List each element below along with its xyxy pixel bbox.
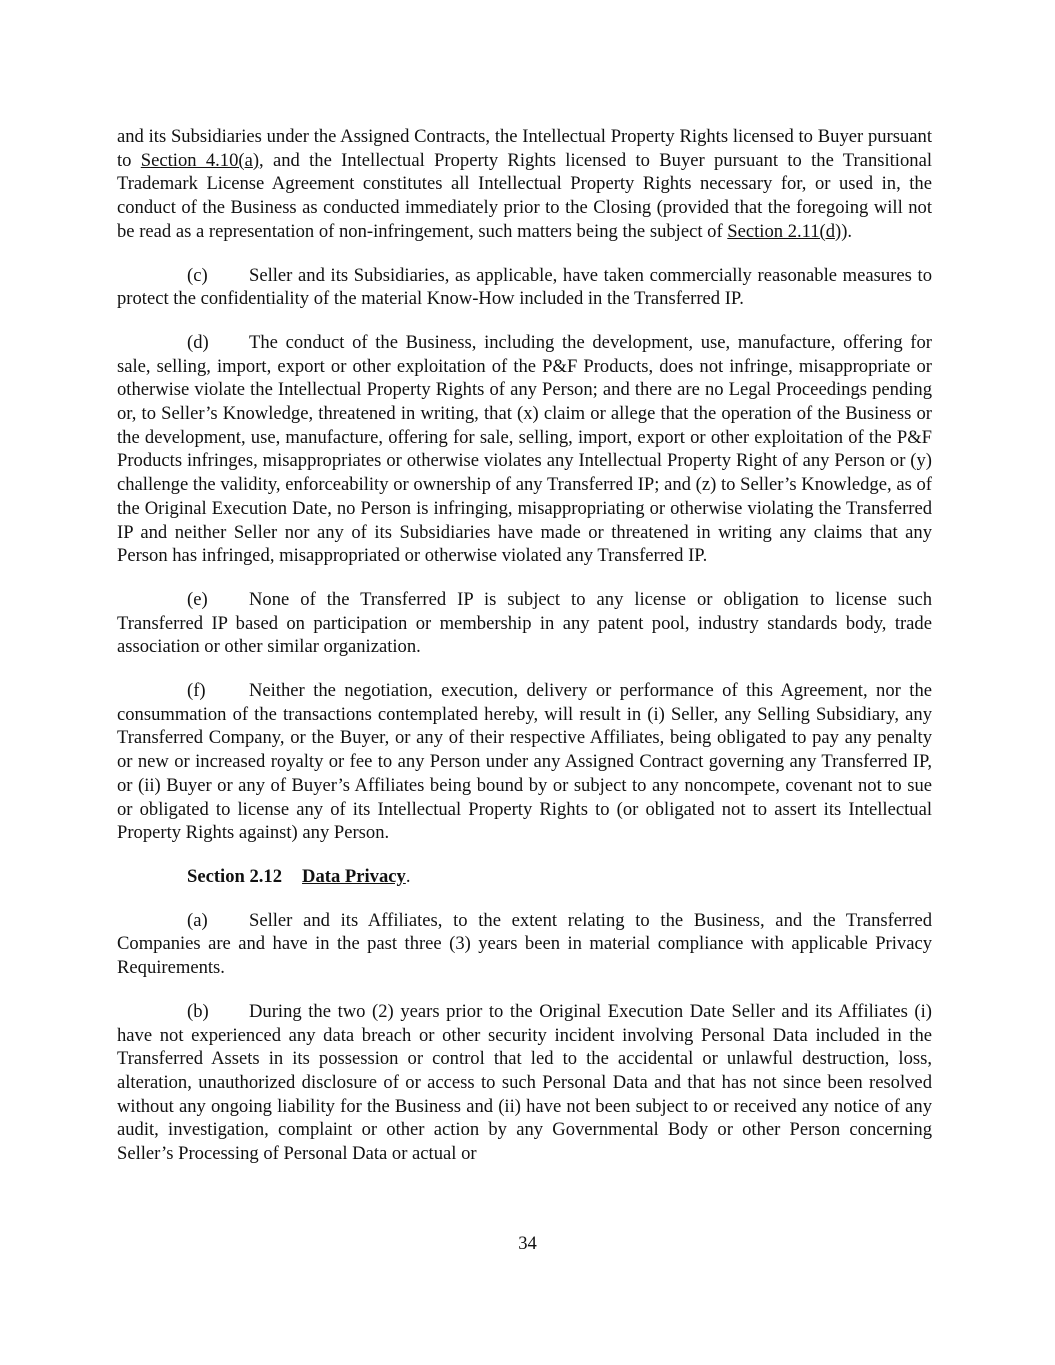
paragraph-intro — [117, 125, 932, 244]
paragraph-label: (c) — [187, 264, 208, 286]
section-heading — [117, 865, 932, 889]
paragraph-text: None of the Transferred IP is subject to any license or obligation to license such Transferred IP based on participation or membership in any patent pool, industry standards body, trade association or other similar organization. — [117, 588, 932, 658]
paragraph-label: (d) — [187, 331, 209, 353]
paragraph-label: (a) — [187, 909, 208, 931]
section-title: Data Privacy — [302, 865, 406, 887]
paragraph-text: The conduct of the Business, including the development, use, manufacture, offering for sale, selling, import, export or other exploitation of the P&F Products, does not infringe, misappropriate or otherwise violate the Intellectual Property Rights of any Person; and there are no Legal Proceedings pending or, to Seller’s Knowledge, threatened in writing, that (x) claim or allege that the operation of the Business or the development, use, manufacture, offering for sale, selling, import, export or other exploitation of the P&F Products infringes, misappropriates or otherwise violates any Intellectual Property Right of any Person or (y) challenge the validity, enforceability or ownership of any Transferred IP; and (z) to Seller’s Knowledge, as of the Original Execution Date, no Person is infringing, misappropriating or otherwise violating the Transferred IP and neither Seller nor any of its Subsidiaries have made or threatened in writing any claims that any Person has infringed, misappropriated or otherwise violated any Transferred IP. — [117, 331, 932, 567]
paragraph-a-data-privacy — [117, 909, 932, 980]
section-number: Section 2.12 — [187, 865, 283, 887]
paragraph-c — [117, 264, 932, 311]
document-page — [117, 125, 932, 1186]
paragraph-text: Seller and its Affiliates, to the extent relating to the Business, and the Transferred Companies are and have in the past three (3) years been in material compliance with applicable Privacy Requirements. — [117, 909, 932, 979]
section-title-punctuation: . — [405, 865, 411, 887]
paragraph-label: (e) — [187, 588, 208, 610]
paragraph-f — [117, 679, 932, 845]
paragraph-d — [117, 331, 932, 568]
paragraph-text: Seller and its Subsidiaries, as applicable, have taken commercially reasonable measures to protect the confidentiality of the material Know-How included in the Transferred IP. — [117, 264, 932, 310]
paragraph-label: (f) — [187, 680, 206, 702]
paragraph-e — [117, 588, 932, 659]
paragraph-text: During the two (2) years prior to the Original Execution Date Seller and its Affiliates (i) have not experienced any data breach or other security incident involving Personal Data included in the Transferred Assets in its possession or control that led to the accidental or unlawful destruction, loss, alteration, unauthorized disclosure of or access to such Personal Data and that has not since been resolved without any ongoing liability for the Business and (ii) have not been subject to or received any notice of any audit, investigation, complaint or other action by any Governmental Body or other Person concerning Seller’s Processing of Personal Data or actual or — [117, 1000, 932, 1165]
paragraph-text: ). — [841, 220, 853, 242]
page-number: 34 — [518, 1233, 537, 1254]
section-reference-2-11d: Section 2.11(d) — [727, 220, 842, 242]
section-reference-4-10a: Section 4.10(a) — [140, 149, 260, 171]
paragraph-text: and its Subsidiaries under the Assigned Contracts, the Intellectual Property Rights licensed to Buyer pursuant to — [117, 126, 932, 171]
paragraph-text: , and the Intellectual Property Rights licensed to Buyer pursuant to the Transitional Trademark License Agreement constitutes all Intellectual Property Rights necessary for, or used in, the conduct of the Business as conducted immediately prior to the Closing (provided that the foregoing will not be read as a representation of non-infringement, such matters being the subject of — [117, 149, 932, 242]
paragraph-text: Neither the negotiation, execution, delivery or performance of this Agreement, nor the consummation of the transactions contemplated hereby, will result in (i) Seller, any Selling Subsidiary, any Transferred Company, or the Buyer, or any of their respective Affiliates, being obligated to pay any penalty or new or increased royalty or fee to any Person under any Assigned Contract governing any Transferred IP, or (ii) Buyer or any of Buyer’s Affiliates being bound by or subject to any noncompete, covenant not to sue or obligated to license any of its Intellectual Property Rights to (or obligated not to assert its Intellectual Property Rights against) any Person. — [117, 680, 932, 844]
paragraph-label: (b) — [187, 1000, 209, 1022]
paragraph-b-data-privacy — [117, 1000, 932, 1166]
